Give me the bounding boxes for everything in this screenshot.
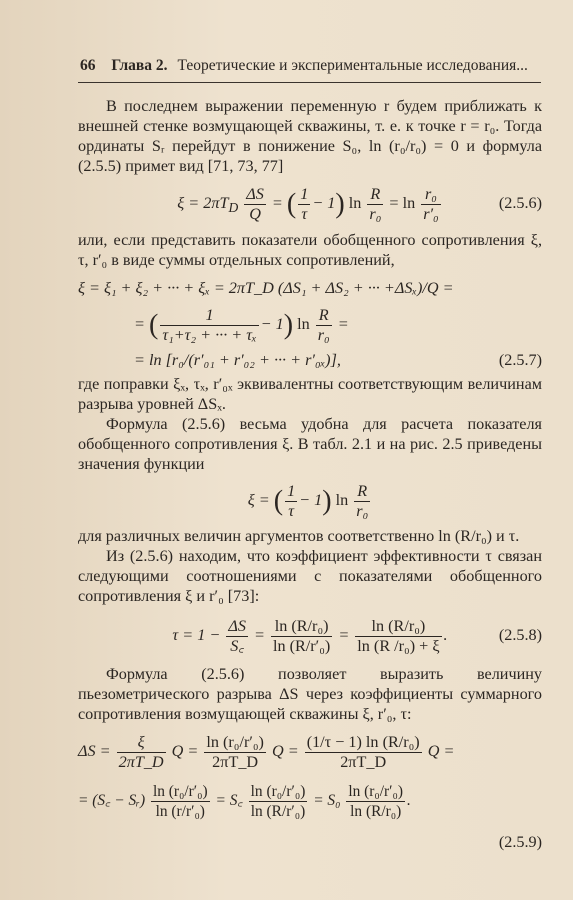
paragraph-5: для различных величин аргументов соответственно ln (R/r₀) и τ. bbox=[78, 527, 520, 545]
equation-2-5-9-line2: = (S꜀ − Sᵣ) $\frac{\text{ln (r₀/r′₀)}}{\text{ln (r/r′₀)}}$ = S꜀ $\frac{\text{ln (r₀/r′₀)}}{\text{ln (R/r′₀)}}$ = S₀ $\frac{\text{ln (r₀/r′₀)}}{\text{ln (R/r₀)}}$ . bbox=[78, 782, 411, 820]
equation-2-5-7-line1: ξ = ξ₁ + ξ₂ + ··· + ξₓ = 2πT_D (ΔS₁ + ΔS₂ + ··· +ΔSₓ)/Q = bbox=[78, 279, 454, 297]
paragraph-2: или, если представить показатели обобщенного сопротивления ξ, τ, r′₀ в виде суммы отдельных сопротивлений, bbox=[78, 231, 542, 269]
paragraph-1: В последнем выражении переменную r будем приближать к внешней стенке возмущающей скважины, т. е. к точке r = r₀. Тогда ординаты Sᵣ перейдут в понижение S₀, ln (r₀/r₀) = 0 и формула (2.5.5) примет вид [71, 73, 77] bbox=[78, 97, 542, 175]
equation-2-5-7-line2: = ( $\frac{1}{\text{τ₁+τ₂ + ··· + τₓ}}$ − 1) ln $\frac{R}{\text{r₀}}$ = bbox=[134, 305, 349, 344]
page-number: 66 bbox=[80, 57, 96, 74]
chapter-title: Теоретические и экспериментальные исследования... bbox=[177, 57, 528, 74]
equation-number-2-5-9: (2.5.9) bbox=[498, 833, 542, 851]
paragraph-4: Формула (2.5.6) весьма удобна для расчета показателя обобщенного сопротивления ξ. В табл. 2.1 и на рис. 2.5 приведены значения функции bbox=[78, 415, 542, 473]
equation-2-5-8: τ = 1 − $\frac{\Delta S}{S꜀}$ = $\frac{\text{ln (R/r₀)}}{\text{ln (R/r′₀)}}$ = $\frac{\text{ln (R/r₀)}}{\text{ln (R /r₀) + ξ}}$ . (2.5.8) bbox=[78, 610, 542, 660]
equation-number-2-5-6: (2.5.6) bbox=[498, 194, 542, 212]
equation-2-5-7-line3: = ln [r₀/(r′₀₁ + r′₀₂ + ··· + r′₀ₓ)], (2.5.7) bbox=[134, 351, 542, 369]
equation-function: ξ = ( $\frac{1}{\tau}$ − 1) ln $\frac{R}{\text{r₀}}$ bbox=[247, 481, 369, 520]
paragraph-3: где поправки ξₓ, τₓ, r′₀ₓ эквивалентны соответствующим величинам разрыва уровней ΔSₓ. bbox=[78, 375, 542, 413]
paragraph-6: Из (2.5.6) находим, что коэффициент эффективности τ связан следующими соотношениями с показателями обобщенного сопротивления ξ и r′₀ [73]: bbox=[78, 547, 542, 605]
equation-2-5-6: $\xi = 2\pi T_D$ $\frac{\Delta S}{Q}$ = ( $\frac{1}{\tau}$ − 1) ln $\frac{R}{\text{r₀}}$ = ln $\frac{\text{r₀}}{\text{r′₀}}$ (2.5.6) bbox=[78, 180, 542, 226]
chapter-label: Глава 2. bbox=[111, 57, 168, 74]
running-header bbox=[80, 57, 540, 75]
equation-number-2-5-7: (2.5.7) bbox=[498, 351, 542, 369]
equation-number-2-5-8: (2.5.8) bbox=[498, 626, 542, 644]
page-body bbox=[78, 96, 542, 852]
equation-2-5-9-line1: ΔS = $\frac{\xi}{2\pi T\_D}$ Q = $\frac{\text{ln (r₀/r′₀)}}{2\pi T\_D}$ Q = $\frac{\text{(1/τ − 1) ln (R/r₀)}}{2\pi T\_D}$ Q = bbox=[78, 732, 455, 771]
header-rule bbox=[78, 82, 541, 83]
paragraph-7: Формула (2.5.6) позволяет выразить величину пьезометрического разрыва ΔS через коэффициенты суммарного сопротивления возмущающей скважины ξ, r′₀, τ: bbox=[78, 665, 542, 723]
